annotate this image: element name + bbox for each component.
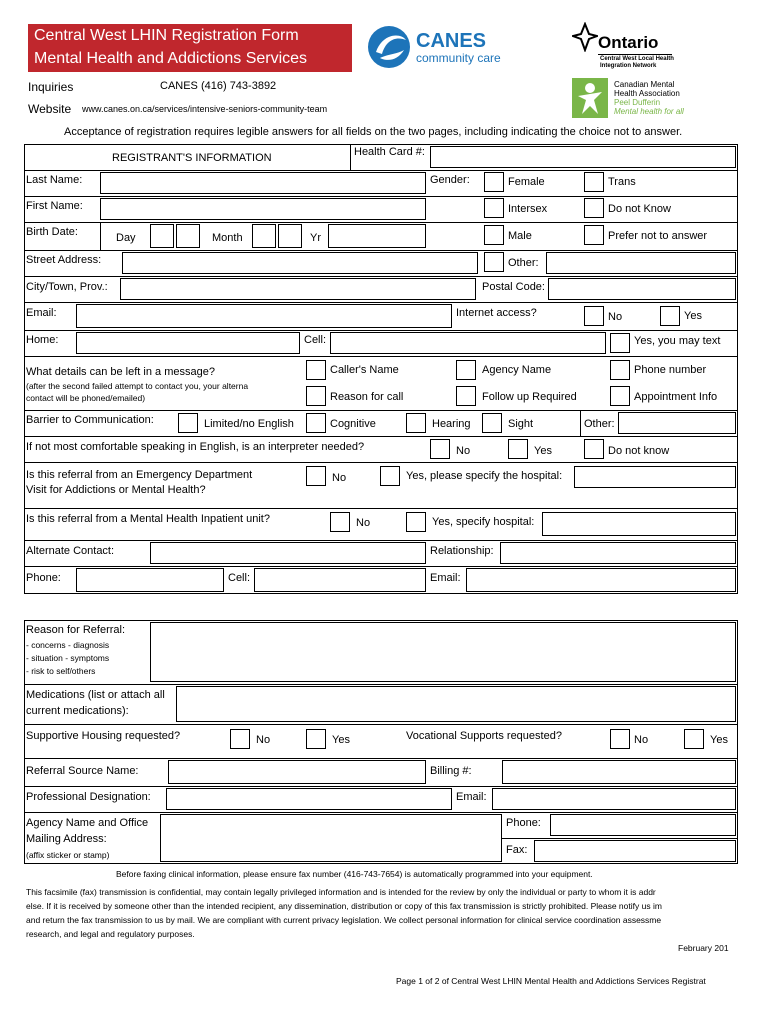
ontario-subtext-1: Central West Local Health bbox=[600, 56, 674, 62]
first-name-label: First Name: bbox=[26, 200, 83, 212]
birth-month-box-1[interactable] bbox=[252, 224, 276, 248]
medications-label-2: current medications): bbox=[26, 705, 129, 717]
interpreter-yes-checkbox[interactable] bbox=[508, 439, 528, 459]
barrier-limited-english-label: Limited/no English bbox=[204, 418, 294, 430]
home-phone-field[interactable] bbox=[76, 332, 300, 354]
ed-no-label: No bbox=[332, 472, 347, 484]
gender-intersex-checkbox[interactable] bbox=[484, 198, 504, 218]
internet-no-checkbox[interactable] bbox=[584, 306, 604, 326]
gender-other-field[interactable] bbox=[546, 252, 736, 274]
city-field[interactable] bbox=[120, 278, 476, 300]
gender-dont-know-label: Do not Know bbox=[608, 203, 671, 215]
housing-yes-checkbox[interactable] bbox=[306, 729, 326, 749]
cmha-line-4: Mental health for all bbox=[614, 107, 684, 116]
yes-may-text-checkbox[interactable] bbox=[610, 333, 630, 353]
website-label: Website bbox=[28, 102, 72, 116]
ontario-text: Ontario bbox=[598, 33, 659, 52]
trillium-icon bbox=[572, 22, 598, 52]
housing-yes-label: Yes bbox=[332, 734, 350, 746]
title-banner bbox=[28, 24, 352, 72]
postal-code-label: Postal Code: bbox=[482, 281, 545, 293]
agency-label-2: Mailing Address: bbox=[26, 833, 107, 845]
gender-other-checkbox[interactable] bbox=[484, 252, 504, 272]
section-registrant-info: REGISTRANT'S INFORMATION bbox=[112, 152, 272, 164]
medications-label-1: Medications (list or attach all bbox=[26, 689, 165, 701]
callers-name-label: Caller's Name bbox=[330, 364, 399, 376]
barrier-sight-checkbox[interactable] bbox=[482, 413, 502, 433]
inpatient-question: Is this referral from a Mental Health Inpatient unit? bbox=[26, 513, 270, 525]
gender-female-checkbox[interactable] bbox=[484, 172, 504, 192]
reason-for-call-label: Reason for call bbox=[330, 391, 404, 403]
message-note-2: contact will be phoned/emailed) bbox=[26, 393, 146, 403]
agency-label-1: Agency Name and Office bbox=[26, 817, 149, 829]
gender-label: Gender: bbox=[430, 174, 470, 186]
inpatient-yes-label: Yes, specify hospital: bbox=[432, 516, 535, 528]
professional-designation-field[interactable] bbox=[166, 788, 452, 810]
health-card-field[interactable] bbox=[430, 146, 736, 168]
reason-hint-1: - concerns - diagnosis bbox=[26, 640, 110, 650]
agency-phone-label: Phone: bbox=[506, 817, 541, 829]
appointment-info-checkbox[interactable] bbox=[610, 386, 630, 406]
barrier-other-field[interactable] bbox=[618, 412, 736, 434]
agency-name-checkbox[interactable] bbox=[456, 360, 476, 380]
canes-swoosh-icon bbox=[366, 24, 412, 70]
health-card-label: Health Card #: bbox=[354, 146, 425, 158]
city-label: City/Town, Prov.: bbox=[26, 281, 108, 293]
birth-year-box[interactable] bbox=[328, 224, 426, 248]
gender-other-label: Other: bbox=[508, 257, 539, 269]
ontario-logo bbox=[572, 22, 682, 72]
internet-access-label: Internet access? bbox=[456, 307, 537, 319]
housing-no-checkbox[interactable] bbox=[230, 729, 250, 749]
reason-for-call-checkbox[interactable] bbox=[306, 386, 326, 406]
alt-email-label: Email: bbox=[430, 572, 461, 584]
alt-cell-field[interactable] bbox=[254, 568, 426, 592]
fax-note: Before faxing clinical information, please ensure fax number (416-743-7654) is automatically programmed into your equipment. bbox=[116, 869, 593, 879]
cmha-line-1: Canadian Mental bbox=[614, 80, 675, 89]
street-address-label: Street Address: bbox=[26, 254, 102, 266]
housing-question: Supportive Housing requested? bbox=[26, 730, 181, 742]
birth-month-label: Month bbox=[212, 232, 243, 244]
cmha-figure-icon bbox=[572, 78, 608, 118]
vocational-yes-checkbox[interactable] bbox=[684, 729, 704, 749]
form-title-line1: Central West LHIN Registration Form bbox=[34, 27, 299, 44]
home-phone-label: Home: bbox=[26, 334, 59, 346]
gender-male-label: Male bbox=[508, 230, 532, 242]
last-name-field[interactable] bbox=[100, 172, 426, 194]
cmha-logo bbox=[572, 78, 712, 120]
gender-dont-know-checkbox[interactable] bbox=[584, 198, 604, 218]
cell-phone-label: Cell: bbox=[304, 334, 327, 346]
reason-referral-label: Reason for Referral: bbox=[26, 624, 126, 636]
form-title-line2: Mental Health and Addictions Services bbox=[34, 50, 308, 67]
inquiries-label: Inquiries bbox=[28, 80, 74, 94]
internet-yes-label: Yes bbox=[684, 310, 702, 322]
barrier-label: Barrier to Communication: bbox=[26, 414, 154, 426]
inpatient-yes-checkbox[interactable] bbox=[406, 512, 426, 532]
canes-logo-text: CANES bbox=[416, 30, 487, 52]
birth-day-box-1[interactable] bbox=[150, 224, 174, 248]
ed-no-checkbox[interactable] bbox=[306, 466, 326, 486]
inpatient-hospital-field[interactable] bbox=[542, 512, 736, 536]
ed-yes-checkbox[interactable] bbox=[380, 466, 400, 486]
phone-number-label: Phone number bbox=[634, 364, 707, 376]
referral-source-label: Referral Source Name: bbox=[26, 765, 139, 777]
alternate-contact-label: Alternate Contact: bbox=[26, 545, 115, 557]
agency-fax-field[interactable] bbox=[534, 840, 736, 862]
barrier-hearing-label: Hearing bbox=[432, 418, 471, 430]
inquiries-value: CANES (416) 743-3892 bbox=[160, 80, 277, 92]
canes-logo bbox=[366, 24, 526, 74]
acceptance-note: Acceptance of registration requires legible answers for all fields on the two pages, including indicating the choice not to answer. bbox=[64, 126, 683, 138]
birth-year-label: Yr bbox=[310, 232, 321, 244]
agency-address-field[interactable] bbox=[160, 814, 502, 862]
ed-question-2: Visit for Addictions or Mental Health? bbox=[26, 484, 206, 496]
relationship-label: Relationship: bbox=[430, 545, 494, 557]
agency-fax-label: Fax: bbox=[506, 844, 528, 856]
cmha-line-2: Health Association bbox=[614, 89, 680, 98]
street-address-field[interactable] bbox=[122, 252, 478, 274]
alt-email-field[interactable] bbox=[466, 568, 736, 592]
vocational-no-label: No bbox=[634, 734, 649, 746]
gender-intersex-label: Intersex bbox=[508, 203, 548, 215]
agency-label-3: (affix sticker or stamp) bbox=[26, 850, 110, 860]
housing-no-label: No bbox=[256, 734, 271, 746]
alt-cell-label: Cell: bbox=[228, 572, 251, 584]
interpreter-no-checkbox[interactable] bbox=[430, 439, 450, 459]
birth-day-label: Day bbox=[116, 232, 136, 244]
interpreter-yes-label: Yes bbox=[534, 445, 552, 457]
gender-prefer-not-label: Prefer not to answer bbox=[608, 230, 708, 242]
inpatient-no-checkbox[interactable] bbox=[330, 512, 350, 532]
barrier-hearing-checkbox[interactable] bbox=[406, 413, 426, 433]
cell-phone-field[interactable] bbox=[330, 332, 606, 354]
medications-field[interactable] bbox=[176, 686, 736, 722]
callers-name-checkbox[interactable] bbox=[306, 360, 326, 380]
gender-trans-checkbox[interactable] bbox=[584, 172, 604, 192]
barrier-sight-label: Sight bbox=[508, 418, 534, 430]
ed-question-1: Is this referral from an Emergency Department bbox=[26, 469, 253, 481]
reason-hint-3: - risk to self/others bbox=[26, 666, 96, 676]
postal-code-field[interactable] bbox=[548, 278, 736, 300]
internet-no-label: No bbox=[608, 311, 623, 323]
follow-up-label: Follow up Required bbox=[482, 391, 577, 403]
page-number: Page 1 of 2 of Central West LHIN Mental Health and Addictions Services Registrat bbox=[396, 976, 706, 986]
vocational-question: Vocational Supports requested? bbox=[406, 730, 562, 742]
interpreter-question: If not most comfortable speaking in English, is an interpreter needed? bbox=[26, 441, 365, 453]
follow-up-checkbox[interactable] bbox=[456, 386, 476, 406]
first-name-field[interactable] bbox=[100, 198, 426, 220]
alternate-contact-field[interactable] bbox=[150, 542, 426, 564]
barrier-cognitive-checkbox[interactable] bbox=[306, 413, 326, 433]
barrier-cognitive-label: Cognitive bbox=[330, 418, 376, 430]
gender-trans-label: Trans bbox=[608, 176, 636, 188]
inpatient-no-label: No bbox=[356, 517, 371, 529]
last-name-label: Last Name: bbox=[26, 174, 83, 186]
ontario-subtext-2: Integration Network bbox=[600, 63, 657, 69]
billing-field[interactable] bbox=[502, 760, 736, 784]
confidentiality-line-2: else. If it is received by someone other than the intended recipient, any dissemination, distribution or copy of this fax transmission is strictly prohibited. Please notify us im bbox=[26, 901, 662, 911]
reason-hint-2: - situation - symptoms bbox=[26, 653, 110, 663]
agency-phone-field[interactable] bbox=[550, 814, 736, 836]
confidentiality-line-1: This facsimile (fax) transmission is confidential, may contain legally privileged information and is intended for the review by only the individual or party to whom it is addr bbox=[26, 887, 656, 897]
appointment-info-label: Appointment Info bbox=[634, 391, 718, 403]
message-question: What details can be left in a message? bbox=[26, 366, 215, 378]
ed-yes-label: Yes, please specify the hospital: bbox=[406, 470, 563, 482]
birth-month-box-2[interactable] bbox=[278, 224, 302, 248]
gender-prefer-not-checkbox[interactable] bbox=[584, 225, 604, 245]
relationship-field[interactable] bbox=[500, 542, 736, 564]
birth-day-box-2[interactable] bbox=[176, 224, 200, 248]
phone-number-checkbox[interactable] bbox=[610, 360, 630, 380]
agency-name-label: Agency Name bbox=[482, 364, 552, 376]
professional-designation-label: Professional Designation: bbox=[26, 791, 151, 803]
confidentiality-line-4: research, and legal and regulatory purposes. bbox=[26, 929, 195, 939]
referral-source-field[interactable] bbox=[168, 760, 426, 784]
message-note-1: (after the second failed attempt to contact you, your alterna bbox=[26, 381, 249, 391]
reason-referral-field[interactable] bbox=[150, 622, 736, 682]
barrier-limited-english-checkbox[interactable] bbox=[178, 413, 198, 433]
footer-date: February 201 bbox=[678, 943, 729, 953]
ed-hospital-field[interactable] bbox=[574, 466, 736, 488]
email-field[interactable] bbox=[76, 304, 452, 328]
referrer-email-label: Email: bbox=[456, 791, 487, 803]
gender-male-checkbox[interactable] bbox=[484, 225, 504, 245]
referrer-email-field[interactable] bbox=[492, 788, 736, 810]
vocational-yes-label: Yes bbox=[710, 734, 728, 746]
yes-may-text-label: Yes, you may text bbox=[634, 335, 721, 347]
billing-label: Billing #: bbox=[430, 765, 472, 777]
confidentiality-line-3: and return the fax transmission to us by mail. We are compliant with current privacy legislation. We collect personal information for clinical service coordination assessme bbox=[26, 915, 662, 925]
internet-yes-checkbox[interactable] bbox=[660, 306, 680, 326]
website-value: www.canes.on.ca/services/intensive-seniors-community-team bbox=[82, 104, 328, 114]
interpreter-dont-know-checkbox[interactable] bbox=[584, 439, 604, 459]
alt-phone-field[interactable] bbox=[76, 568, 224, 592]
interpreter-dont-know-label: Do not know bbox=[608, 445, 670, 457]
vocational-no-checkbox[interactable] bbox=[610, 729, 630, 749]
canes-logo-subtext: community care bbox=[416, 51, 501, 65]
alt-phone-label: Phone: bbox=[26, 572, 61, 584]
barrier-other-label: Other: bbox=[584, 418, 615, 430]
gender-female-label: Female bbox=[508, 176, 545, 188]
interpreter-no-label: No bbox=[456, 445, 471, 457]
email-label: Email: bbox=[26, 307, 57, 319]
birth-date-label: Birth Date: bbox=[26, 226, 78, 238]
cmha-line-3: Peel Dufferin bbox=[614, 98, 661, 107]
